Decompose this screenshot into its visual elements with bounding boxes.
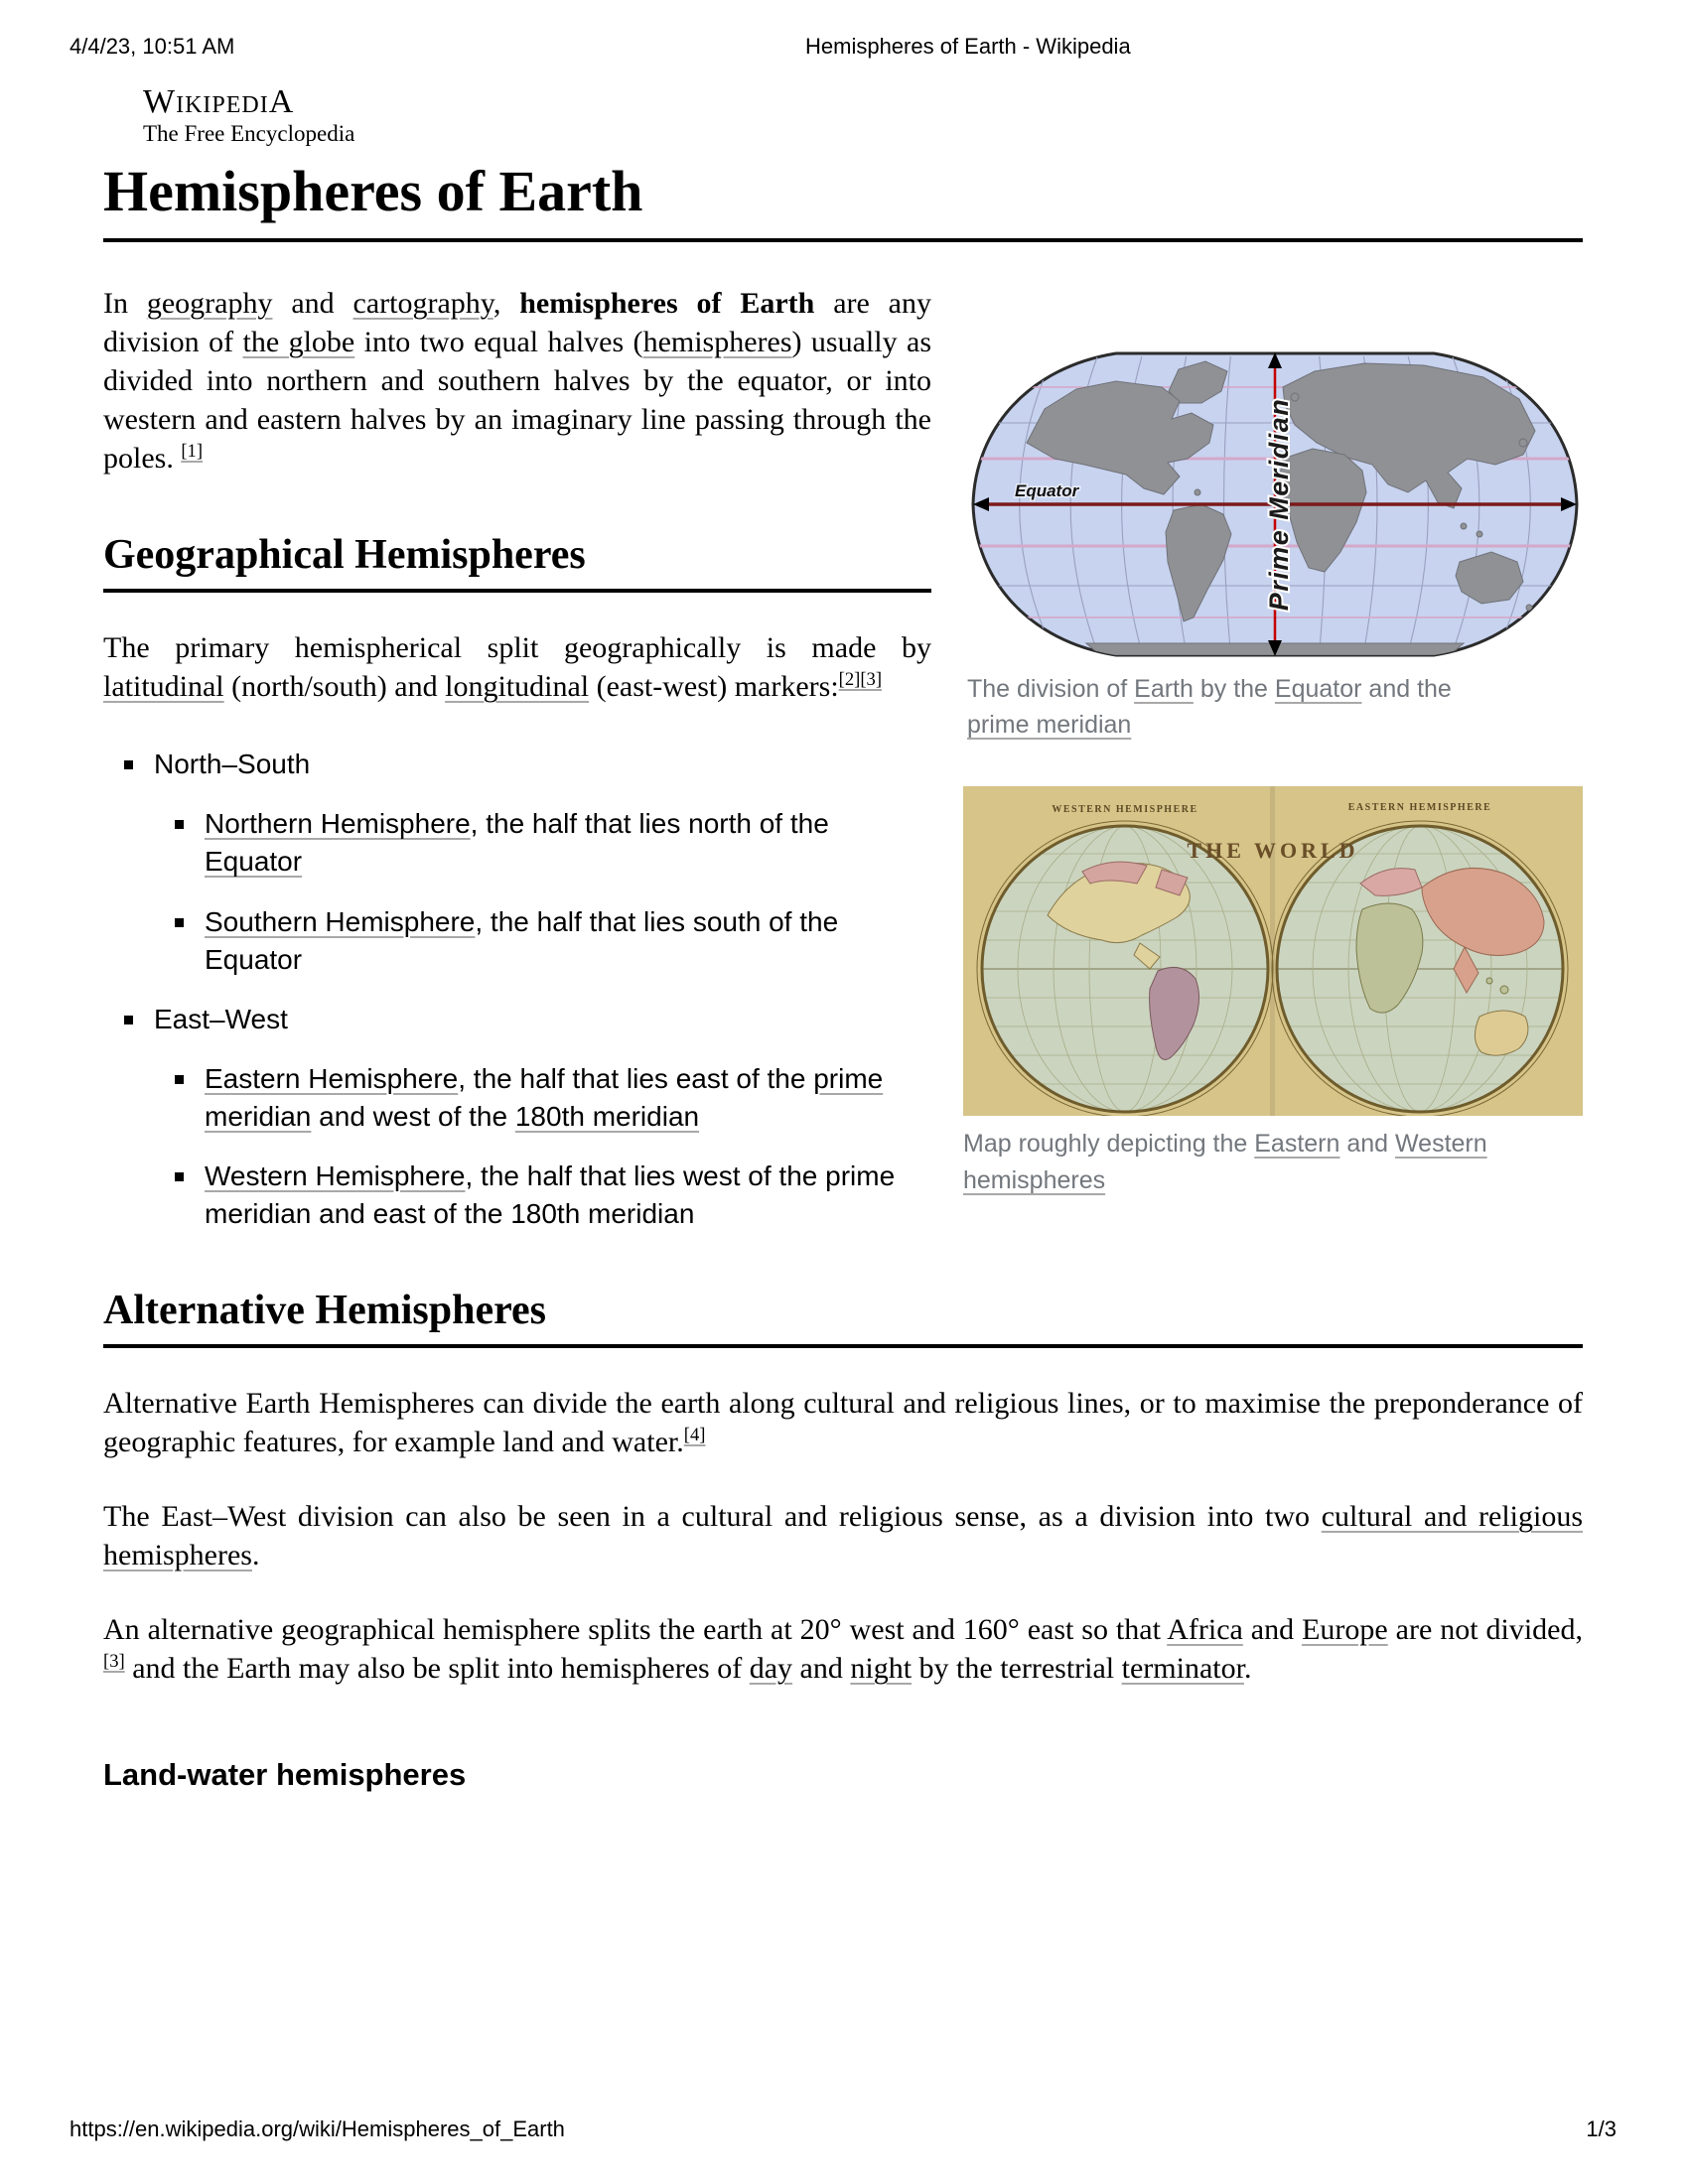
wiki-link[interactable]: night <box>850 1652 913 1686</box>
prime-meridian-label: Prime Meridian <box>1264 397 1294 612</box>
section-heading-geographical: Geographical Hemispheres <box>103 531 931 593</box>
reference-link[interactable]: [3] <box>860 669 883 691</box>
eastern-hemisphere-label: EASTERN HEMISPHERE <box>1347 802 1492 814</box>
text-run: The East–West division can also be seen in a cultural and religious sense, as a division into two <box>103 1500 1322 1534</box>
reference-link[interactable]: [2] <box>838 669 861 691</box>
alternative-paragraph-2 <box>103 1497 1583 1574</box>
text-run: by the <box>1193 674 1275 703</box>
text-run: , the half that lies west of the prime meridian and east of the 180th meridian <box>205 1160 896 1229</box>
text-run: , the half that lies east of the <box>458 1062 814 1094</box>
text-run: are any division of <box>103 286 931 358</box>
text-run: by the terrestrial <box>912 1652 1122 1686</box>
text-run: are not divided, <box>1387 1613 1583 1647</box>
subsection-heading-land-water: Land-water hemispheres <box>103 1757 467 1793</box>
wiki-link[interactable]: hemispheres <box>642 325 792 358</box>
text-run: Alternative Earth Hemispheres can divide the earth along cultural and religious lines, or to maximise the preponderance of geographic features, for example land and water. <box>103 1387 1583 1459</box>
text-run: and <box>272 286 353 320</box>
list-item-western-hemisphere <box>154 1158 1456 1233</box>
figure-caption <box>967 671 1518 744</box>
reference-link[interactable]: [1] <box>181 440 204 462</box>
list-item-label: North–South <box>154 749 311 780</box>
text-run: and <box>1339 1130 1396 1159</box>
text-run: In <box>103 286 147 320</box>
text-run: and the Earth may also be split into hemispheres of <box>124 1652 750 1686</box>
text-run: The primary hemispherical split geographically is made by <box>103 631 931 665</box>
list-item-northern-hemisphere <box>154 805 1583 881</box>
wiki-link[interactable]: Equator <box>205 846 303 878</box>
wiki-link[interactable]: prime meridian <box>967 711 1132 740</box>
print-footer-url: https://en.wikipedia.org/wiki/Hemispheres_of_Earth <box>70 2116 565 2141</box>
wiki-link[interactable]: cartography <box>352 286 493 320</box>
print-header-datetime: 4/4/23, 10:51 AM <box>70 34 235 59</box>
text-run: . <box>1243 1652 1252 1686</box>
print-header-title: Hemispheres of Earth - Wikipedia <box>805 34 1131 59</box>
world-map-equator-meridian-image[interactable] <box>967 347 1583 661</box>
alternative-paragraph-1 <box>103 1384 1583 1461</box>
wikipedia-logo <box>143 0 1583 147</box>
text-run: The division of <box>967 674 1135 703</box>
wikipedia-tagline: The Free Encyclopedia <box>143 121 355 147</box>
text-run: ) usually as divided into northern and southern halves by the equator, or into western and eastern halves by an imaginary line passing through the poles. <box>103 325 931 475</box>
wiki-link[interactable]: latitudinal <box>103 670 224 704</box>
wiki-link[interactable]: Africa <box>1167 1613 1243 1647</box>
wiki-link[interactable]: cultural and religious hemispheres <box>103 1500 1584 1572</box>
alternative-paragraph-3 <box>103 1610 1583 1688</box>
wiki-link[interactable]: Western Hemisphere <box>205 1160 466 1191</box>
the-world-title: THE WORLD <box>1187 838 1359 864</box>
list-item-southern-hemisphere <box>154 903 1583 979</box>
text-run: into two equal halves ( <box>354 325 643 358</box>
text-run: Map roughly depicting the <box>963 1130 1255 1159</box>
wiki-link[interactable]: geography <box>146 286 273 320</box>
wiki-link[interactable]: Eastern <box>1254 1130 1340 1159</box>
wiki-link[interactable]: 180th meridian <box>514 1100 700 1132</box>
print-footer-page-number: 1/3 <box>1586 2116 1617 2141</box>
wiki-link[interactable]: prime meridian <box>205 1062 884 1132</box>
equator-label: Equator <box>1015 480 1079 500</box>
reference-link[interactable]: [4] <box>683 1425 706 1446</box>
east-west-sublist <box>154 1060 1583 1233</box>
wiki-link[interactable]: terminator <box>1121 1652 1244 1686</box>
text-run: and <box>1242 1613 1303 1647</box>
text-run: , the half that lies south of the Equator <box>205 905 839 975</box>
list-item-eastern-hemisphere <box>154 1060 1583 1136</box>
text-run: , <box>492 286 520 320</box>
page-title: Hemispheres of Earth <box>103 157 1583 242</box>
text-run: (north/south) and <box>223 670 446 704</box>
wikipedia-wordmark: WikipediA <box>143 83 295 120</box>
text-run: (east-west) markers: <box>589 670 839 704</box>
article-body <box>103 284 1583 1793</box>
wiki-link[interactable]: Earth <box>1134 674 1194 703</box>
north-south-sublist <box>154 805 1583 978</box>
wiki-link[interactable]: the globe <box>242 325 355 358</box>
wiki-link[interactable]: Northern Hemisphere <box>205 808 471 840</box>
wiki-link[interactable]: Europe <box>1302 1613 1388 1647</box>
text-run: and west of the <box>311 1100 515 1132</box>
list-item-east-west <box>103 1001 1583 1233</box>
section-heading-alternative: Alternative Hemispheres <box>103 1287 1583 1348</box>
list-item-label: East–West <box>154 1003 288 1034</box>
wiki-link[interactable]: Eastern Hemisphere <box>205 1062 459 1094</box>
text-run: , the half that lies north of the <box>470 808 829 840</box>
list-item-north-south <box>103 746 1583 978</box>
western-hemisphere-label: WESTERN HEMISPHERE <box>1052 804 1198 816</box>
reference-link[interactable]: [3] <box>103 1651 125 1673</box>
text-run: and <box>792 1652 851 1686</box>
text-run: and the <box>1361 674 1452 703</box>
figure-equator-prime-meridian <box>967 347 1583 744</box>
wiki-link[interactable]: Equator <box>1274 674 1362 703</box>
text-run: . <box>251 1539 260 1572</box>
bold-text: hemispheres of Earth <box>519 286 815 320</box>
wiki-link[interactable]: day <box>749 1652 793 1686</box>
page-content <box>103 0 1583 1793</box>
wiki-link[interactable]: Western hemispheres <box>963 1130 1487 1194</box>
wiki-link[interactable]: Southern Hemisphere <box>205 905 476 937</box>
text-run: An alternative geographical hemisphere splits the earth at 20° west and 160° east so that <box>103 1613 1168 1647</box>
wiki-link[interactable]: longitudinal <box>445 670 590 704</box>
